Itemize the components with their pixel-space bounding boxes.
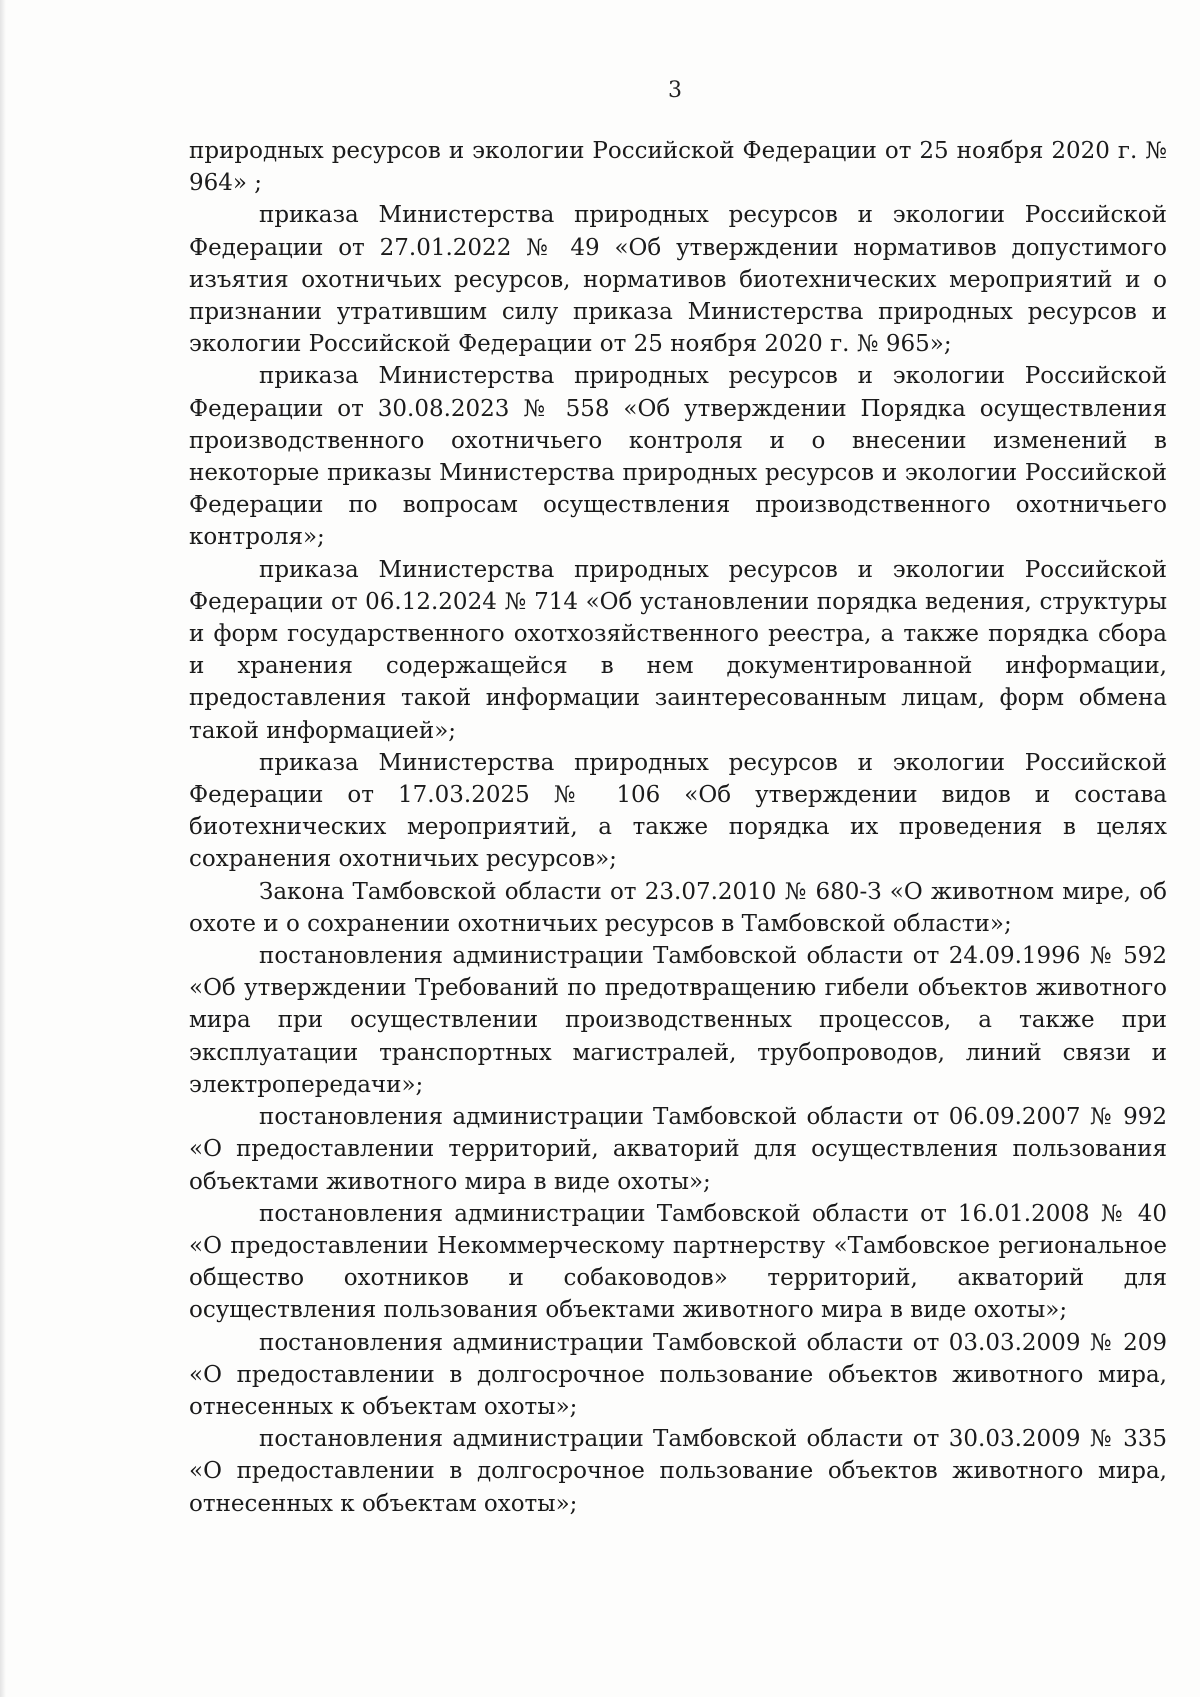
paragraph-resolution-335: постановления администрации Тамбовской области от 30.03.2009 № 335 «О предоставлении в долгосрочное пользование объектов животного мира, отнесенных к объектам охоты»;	[189, 1426, 1167, 1517]
paragraph-order-106: приказа Министерства природных ресурсов и экологии Российской Федерации от 17.03.2025 № 106 «Об утверждении видов и состава биотехнических мероприятий, а также порядка их проведения в целях сохранения охотничьих ресурсов»;	[189, 749, 1167, 873]
paragraph-order-558: приказа Министерства природных ресурсов и экологии Российской Федерации от 30.08.2023 № 558 «Об утверждении Порядка осуществления производственного охотничьего контроля и о внесении изменений в некоторые приказы Министерства природных ресурсов и экологии Российской Федерации по вопросам осуществления производственного охотничьего контроля»;	[189, 363, 1167, 551]
paragraph-resolution-992: постановления администрации Тамбовской области от 06.09.2007 № 992 «О предоставлении территорий, акваторий для осуществления пользования объектами животного мира в виде охоты»;	[189, 1104, 1167, 1195]
document-body	[189, 135, 1167, 1520]
page-number: 3	[668, 78, 682, 103]
paragraph-law-680: Закона Тамбовской области от 23.07.2010 № 680-З «О животном мире, об охоте и о сохранении охотничьих ресурсов в Тамбовской области»;	[189, 878, 1167, 937]
paragraph-resolution-592: постановления администрации Тамбовской области от 24.09.1996 № 592 «Об утверждении Требований по предотвращению гибели объектов животного мира при осуществлении производственных процессов, а также при эксплуатации транспортных магистралей, трубопроводов, линий связи и электропередачи»;	[189, 943, 1167, 1098]
paragraph-continuation: природных ресурсов и экологии Российской Федерации от 25 ноября 2020 г. № 964» ;	[189, 138, 1167, 197]
paragraph-resolution-209: постановления администрации Тамбовской области от 03.03.2009 № 209 «О предоставлении в долгосрочное пользование объектов животного мира, отнесенных к объектам охоты»;	[189, 1329, 1167, 1420]
paragraph-order-49: приказа Министерства природных ресурсов и экологии Российской Федерации от 27.01.2022 № 49 «Об утверждении нормативов допустимого изъятия охотничьих ресурсов, нормативов биотехнических мероприятий и о признании утратившим силу приказа Министерства природных ресурсов и экологии Российской Федерации от 25 ноября 2020 г. № 965»;	[189, 202, 1167, 358]
paragraph-resolution-40: постановления администрации Тамбовской области от 16.01.2008 № 40 «О предоставлении Некоммерческому партнерству «Тамбовское региональное общество охотников и собаководов» территорий, акваторий для осуществления пользования объектами животного мира в виде охоты»;	[189, 1200, 1167, 1324]
scan-edge	[0, 0, 6, 1697]
paragraph-order-714: приказа Министерства природных ресурсов и экологии Российской Федерации от 06.12.2024 № 714 «Об установлении порядка ведения, структуры и форм государственного охотхозяйственного реестра, а также порядка сбора и хранения содержащейся в нем документированной информации, предоставления такой информации заинтересованным лицам, форм обмена такой информацией»;	[189, 556, 1167, 744]
